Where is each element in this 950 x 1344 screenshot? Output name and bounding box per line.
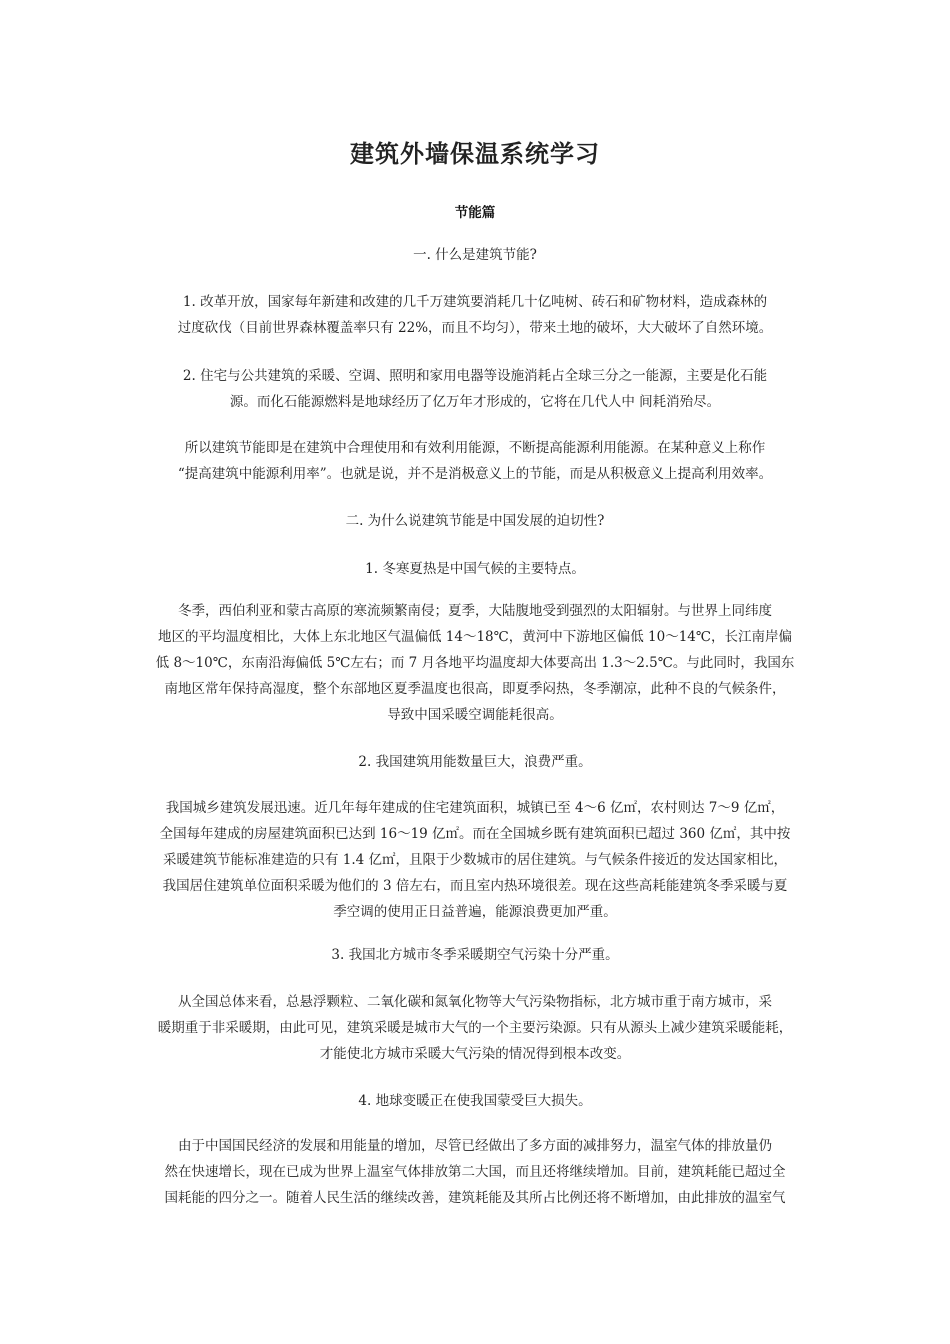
section-heading-1: 一. 什么是建筑节能? (413, 247, 537, 263)
text-line: 才能使北方城市采暖大气污染的情况得到根本改变。 (319, 1046, 631, 1062)
text-line: “提高建筑中能源利用率”。也就是说，并不是消极意义上的节能，而是从积极意义上提高利用效率。 (177, 466, 773, 482)
text-line: 导致中国采暖空调能耗很高。 (387, 707, 563, 723)
paragraph-point-3 (140, 989, 810, 1067)
text-line: 源。而化石能源燃料是地球经历了亿万年才形成的，它将在几代人中 间耗消殆尽。 (229, 394, 721, 410)
paragraph-item-1 (140, 289, 810, 341)
document-title: 建筑外墙保温系统学习 (350, 139, 600, 168)
document-subtitle: 节能篇 (454, 205, 496, 221)
text-line: 南地区常年保持高湿度，整个东部地区夏季温度也很高，即夏季闷热，冬季潮凉，此种不良的气候条件， (164, 681, 786, 697)
text-line: 我国城乡建筑发展迅速。近几年每年建成的住宅建筑面积，城镇已至 4～6 亿㎡，农村则达 7～9 亿㎡， (165, 800, 785, 816)
paragraph-point-4 (140, 1133, 810, 1211)
paragraph-point-1 (140, 598, 810, 728)
point-heading-4: 4. 地球变暖正在使我国蒙受巨大损失。 (358, 1093, 592, 1109)
text-line: 过度砍伐（目前世界森林覆盖率只有 22%，而且不均匀），带来土地的破坏，大大破坏了自然环境。 (177, 320, 773, 336)
text-line: 我国居住建筑单位面积采暖为他们的 3 倍左右，而且室内热环境很差。现在这些高耗能建筑冬季采暖与夏 (162, 878, 788, 894)
paragraph-item-2 (140, 363, 810, 415)
point-heading-1: 1. 冬寒夏热是中国气候的主要特点。 (365, 561, 585, 577)
text-line: 暖期重于非采暖期，由此可见，建筑采暖是城市大气的一个主要污染源。只有从源头上减少建筑采暖能耗， (157, 1020, 793, 1036)
text-line: 冬季，西伯利亚和蒙古高原的寒流频繁南侵；夏季，大陆腹地受到强烈的太阳辐射。与世界上同纬度 (178, 603, 772, 619)
text-line: 从全国总体来看，总悬浮颗粒、二氧化碳和氮氧化物等大气污染物指标，北方城市重于南方城市，采 (178, 994, 772, 1010)
text-line: 2. 住宅与公共建筑的采暖、空调、照明和家用电器等设施消耗占全球三分之一能源，主要是化石能 (182, 368, 768, 384)
point-heading-2: 2. 我国建筑用能数量巨大，浪费严重。 (358, 754, 592, 770)
text-line: 地区的平均温度相比，大体上东北地区气温偏低 14～18℃，黄河中下游地区偏低 10～14℃，长江南岸偏 (158, 629, 792, 645)
text-line: 由于中国国民经济的发展和用能量的增加，尽管已经做出了多方面的减排努力，温室气体的排放量仍 (178, 1138, 772, 1154)
text-line: 采暖建筑节能标准建造的只有 1.4 亿㎡，且限于少数城市的居住建筑。与气候条件接近的发达国家相比， (162, 852, 788, 868)
paragraph-point-2 (140, 795, 810, 925)
text-line: 全国每年建成的房屋建筑面积已达到 16～19 亿㎡。而在全国城乡既有建筑面积已超过 360 亿㎡，其中按 (159, 826, 791, 842)
text-line: 低 8～10℃，东南沿海偏低 5℃左右；而 7 月各地平均温度却大体要高出 1.3～2.5℃。与此同时，我国东 (155, 655, 795, 671)
text-line: 国耗能的四分之一。随着人民生活的继续改善，建筑耗能及其所占比例还将不断增加，由此排放的温室气 (164, 1190, 786, 1206)
point-heading-3: 3. 我国北方城市冬季采暖期空气污染十分严重。 (331, 947, 619, 963)
paragraph-summary (140, 435, 810, 487)
text-line: 季空调的使用正日益普遍，能源浪费更加严重。 (333, 904, 617, 920)
text-line: 1. 改革开放，国家每年新建和改建的几千万建筑要消耗几十亿吨树、砖石和矿物材料，造成森林的 (182, 294, 768, 310)
text-line: 所以建筑节能即是在建筑中合理使用和有效利用能源，不断提高能源利用能源。在某种意义上称作 (184, 440, 766, 456)
text-line: 然在快速增长，现在已成为世界上温室气体排放第二大国，而且还将继续增加。目前，建筑耗能已超过全 (164, 1164, 786, 1180)
section-heading-2: 二. 为什么说建筑节能是中国发展的迫切性? (345, 513, 605, 529)
